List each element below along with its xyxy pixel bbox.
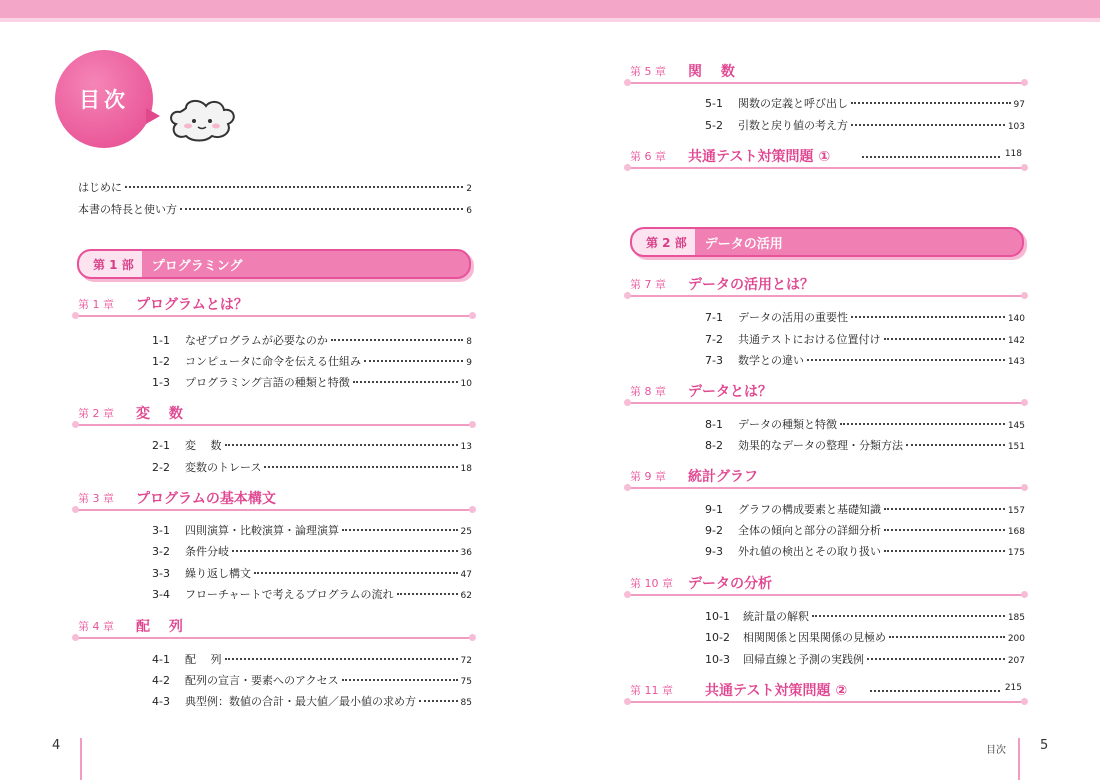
chapter-title: プログラムの基本構文 (136, 491, 276, 507)
section-number: 3-1 (152, 524, 170, 537)
chapter-number: 第 4 章 (78, 620, 114, 633)
mascot-cloud-icon (166, 96, 240, 144)
page-number: 151 (1007, 442, 1025, 452)
toc-section-row[interactable] (705, 608, 1025, 624)
dot-leader (906, 444, 1005, 446)
page-number: 157 (1007, 506, 1025, 516)
chapter-number: 第 11 章 (630, 684, 673, 697)
toc-section-row[interactable] (152, 459, 472, 475)
chapter-header[interactable] (78, 616, 470, 642)
chapter-number: 第 10 章 (630, 577, 673, 590)
dot-leader (254, 572, 458, 574)
page-number: 72 (460, 656, 472, 666)
toc-section-row[interactable] (705, 331, 1025, 347)
dot-leader (225, 658, 458, 660)
page-number: 75 (460, 677, 472, 687)
top-color-band (0, 0, 1100, 18)
section-number: 4-3 (152, 695, 170, 708)
dot-leader (225, 444, 458, 446)
section-title: なぜプログラムが必要なのか (185, 334, 328, 347)
chapter-title: 統計グラフ (688, 469, 758, 485)
chapter-number: 第 8 章 (630, 385, 666, 398)
section-title: 相関関係と因果関係の見極め (743, 631, 886, 644)
section-title: 典型例：数値の合計・最大値／最小値の求め方 (185, 695, 416, 708)
dot-leader (884, 508, 1005, 510)
chapter-title: プログラムとは？ (136, 297, 248, 313)
dot-leader (851, 124, 1005, 126)
page-number: 215 (1004, 683, 1022, 693)
section-title: 配 列 (185, 653, 222, 666)
chapter-title: 共通テスト対策問題 ① (688, 149, 831, 165)
toc-section-row[interactable] (152, 543, 472, 559)
chapter-number: 第 3 章 (78, 492, 114, 505)
dot-leader (812, 615, 1005, 617)
dot-leader (353, 381, 458, 383)
page-number: 168 (1007, 527, 1025, 537)
section-number: 9-3 (705, 545, 723, 558)
toc-section-row[interactable] (705, 651, 1025, 667)
section-number: 10-2 (705, 631, 730, 644)
chapter-header[interactable] (630, 274, 1022, 300)
section-title: データの活用の重要性 (738, 311, 848, 324)
chapter-header[interactable] (630, 146, 1022, 172)
section-title: 効果的なデータの整理・分類方法 (738, 439, 903, 452)
toc-section-row[interactable] (705, 501, 1025, 517)
toc-section-row[interactable] (705, 543, 1025, 559)
section-number: 1-2 (152, 355, 170, 368)
dot-leader (419, 700, 458, 702)
chapter-header[interactable] (78, 294, 470, 320)
page-number: 8 (466, 337, 472, 347)
section-title: 引数と戻り値の考え方 (738, 119, 848, 132)
page-number: 85 (460, 698, 472, 708)
page-number: 142 (1007, 336, 1025, 346)
dot-leader (851, 316, 1005, 318)
page-number: 47 (460, 570, 472, 580)
chapter-title: データの活用とは？ (688, 277, 814, 293)
toc-section-row[interactable] (705, 629, 1025, 645)
toc-intro-row[interactable] (78, 179, 472, 195)
chapter-number: 第 1 章 (78, 298, 114, 311)
toc-section-row[interactable] (152, 437, 472, 453)
section-title: プログラミング言語の種類と特徴 (185, 376, 350, 389)
toc-section-row[interactable] (705, 416, 1025, 432)
page-number: 2 (466, 184, 472, 194)
page-number: 36 (460, 548, 472, 558)
section-title: グラフの構成要素と基礎知識 (738, 503, 881, 516)
section-number: 9-1 (705, 503, 723, 516)
page-number: 145 (1007, 421, 1025, 431)
section-number: 4-1 (152, 653, 170, 666)
section-title: 数学との違い (738, 354, 804, 367)
toc-intro-row[interactable] (78, 201, 472, 217)
page-number: 18 (460, 464, 472, 474)
toc-title-badge: 目次 (55, 50, 153, 148)
chapter-number: 第 6 章 (630, 150, 666, 163)
section-title: 外れ値の検出とその取り扱い (738, 545, 881, 558)
page-number: 62 (460, 591, 472, 601)
section-number: 7-1 (705, 311, 723, 324)
section-number: 8-2 (705, 439, 723, 452)
section-title: 変 数 (185, 439, 222, 452)
toc-section-row[interactable] (705, 352, 1025, 368)
page-number: 175 (1007, 548, 1025, 558)
dot-leader (867, 658, 1005, 660)
right-footer-rule (1018, 738, 1020, 780)
section-title: 共通テストにおける位置付け (738, 333, 881, 346)
page-number: 13 (460, 442, 472, 452)
section-number: 10-1 (705, 610, 730, 623)
section-title: フローチャートで考えるプログラムの流れ (185, 588, 394, 601)
page-number: 143 (1007, 357, 1025, 367)
dot-leader (851, 102, 1011, 104)
section-number: 3-4 (152, 588, 170, 601)
toc-section-row[interactable] (152, 693, 472, 709)
toc-section-row[interactable] (705, 95, 1025, 111)
chapter-title: 変 数 (136, 406, 183, 422)
chapter-title: データの分析 (688, 576, 772, 592)
section-number: 1-1 (152, 334, 170, 347)
section-number: 3-2 (152, 545, 170, 558)
dot-leader (397, 593, 458, 595)
part-title: プログラミング (151, 258, 243, 274)
chapter-header[interactable] (78, 403, 470, 429)
toc-section-row[interactable] (152, 672, 472, 688)
dot-leader (264, 466, 457, 468)
section-number: 10-3 (705, 653, 730, 666)
chapter-header[interactable] (630, 61, 1022, 87)
section-number: 5-1 (705, 97, 723, 110)
section-title: 四則演算・比較演算・論理演算 (185, 524, 339, 537)
section-title: 回帰直線と予測の実践例 (743, 653, 864, 666)
running-footer-label: 目次 (986, 745, 1006, 756)
section-number: 1-3 (152, 376, 170, 389)
chapter-number: 第 2 章 (78, 407, 114, 420)
left-page-number: 4 (52, 738, 61, 753)
section-number: 4-2 (152, 674, 170, 687)
toc-section-row[interactable] (705, 522, 1025, 538)
toc-section-row[interactable] (152, 332, 472, 348)
section-number: 3-3 (152, 567, 170, 580)
page-number: 140 (1007, 314, 1025, 324)
page-number: 6 (466, 206, 472, 216)
section-title: 統計量の解釈 (743, 610, 809, 623)
section-title: 条件分岐 (185, 545, 229, 558)
page-number: 25 (460, 527, 472, 537)
dot-leader (889, 636, 1005, 638)
part-header[interactable] (77, 249, 471, 279)
toc-section-row[interactable] (152, 565, 472, 581)
section-number: 2-2 (152, 461, 170, 474)
section-number: 5-2 (705, 119, 723, 132)
chapter-header[interactable] (78, 488, 470, 514)
top-color-band-light (0, 18, 1100, 22)
page-number: 200 (1007, 634, 1025, 644)
chapter-title: 配 列 (136, 619, 183, 635)
chapter-header[interactable] (630, 680, 1022, 706)
part-title: データの活用 (704, 236, 783, 252)
section-title: データの種類と特徴 (738, 418, 837, 431)
dot-leader (807, 359, 1005, 361)
page-number: 9 (466, 358, 472, 368)
chapter-header[interactable] (630, 381, 1022, 407)
chapter-number: 第 9 章 (630, 470, 666, 483)
toc-section-row[interactable] (705, 437, 1025, 453)
section-number: 8-1 (705, 418, 723, 431)
part-header[interactable] (630, 227, 1024, 257)
toc-section-row[interactable] (152, 586, 472, 602)
section-title: 全体の傾向と部分の詳細分析 (738, 524, 881, 537)
page-number: 103 (1007, 122, 1025, 132)
section-number: 9-2 (705, 524, 723, 537)
section-title: コンピュータに命令を伝える仕組み (185, 355, 361, 368)
toc-entry-title: 本書の特長と使い方 (78, 203, 177, 216)
dot-leader (884, 338, 1005, 340)
toc-section-row[interactable] (152, 353, 472, 369)
part-number: 第 1 部 (79, 251, 142, 277)
dot-leader (232, 550, 458, 552)
chapter-title: 共通テスト対策問題 ② (705, 683, 848, 699)
section-title: 繰り返し構文 (185, 567, 251, 580)
toc-section-row[interactable] (152, 522, 472, 538)
chapter-title: 関 数 (688, 64, 735, 80)
dot-leader (180, 208, 463, 210)
toc-section-row[interactable] (705, 117, 1025, 133)
dot-leader (364, 360, 463, 362)
dot-leader (840, 423, 1005, 425)
section-title: 配列の宣言・要素へのアクセス (185, 674, 339, 687)
right-page-number: 5 (1040, 738, 1049, 753)
chapter-title: データとは？ (688, 384, 772, 400)
section-title: 関数の定義と呼び出し (738, 97, 848, 110)
chapter-header[interactable] (630, 573, 1022, 599)
section-title: 変数のトレース (185, 461, 262, 474)
page-number: 185 (1007, 613, 1025, 623)
dot-leader (342, 529, 458, 531)
chapter-number: 第 7 章 (630, 278, 666, 291)
section-number: 7-3 (705, 354, 723, 367)
toc-section-row[interactable] (705, 309, 1025, 325)
section-number: 7-2 (705, 333, 723, 346)
left-footer-rule (80, 738, 82, 780)
chapter-number: 第 5 章 (630, 65, 666, 78)
toc-section-row[interactable] (152, 651, 472, 667)
chapter-header[interactable] (630, 466, 1022, 492)
dot-leader (884, 529, 1005, 531)
part-number: 第 2 部 (632, 229, 695, 255)
dot-leader (125, 186, 463, 188)
section-number: 2-1 (152, 439, 170, 452)
dot-leader (870, 690, 1000, 692)
toc-section-row[interactable] (152, 374, 472, 390)
page-number: 97 (1013, 100, 1025, 110)
dot-leader (884, 550, 1005, 552)
dot-leader (342, 679, 458, 681)
dot-leader (331, 339, 463, 341)
toc-entry-title: はじめに (78, 181, 122, 194)
page-number: 10 (460, 379, 472, 389)
dot-leader (862, 156, 1000, 158)
page-number: 207 (1007, 656, 1025, 666)
page-number: 118 (1004, 149, 1022, 159)
title-badge-tail (146, 108, 160, 124)
